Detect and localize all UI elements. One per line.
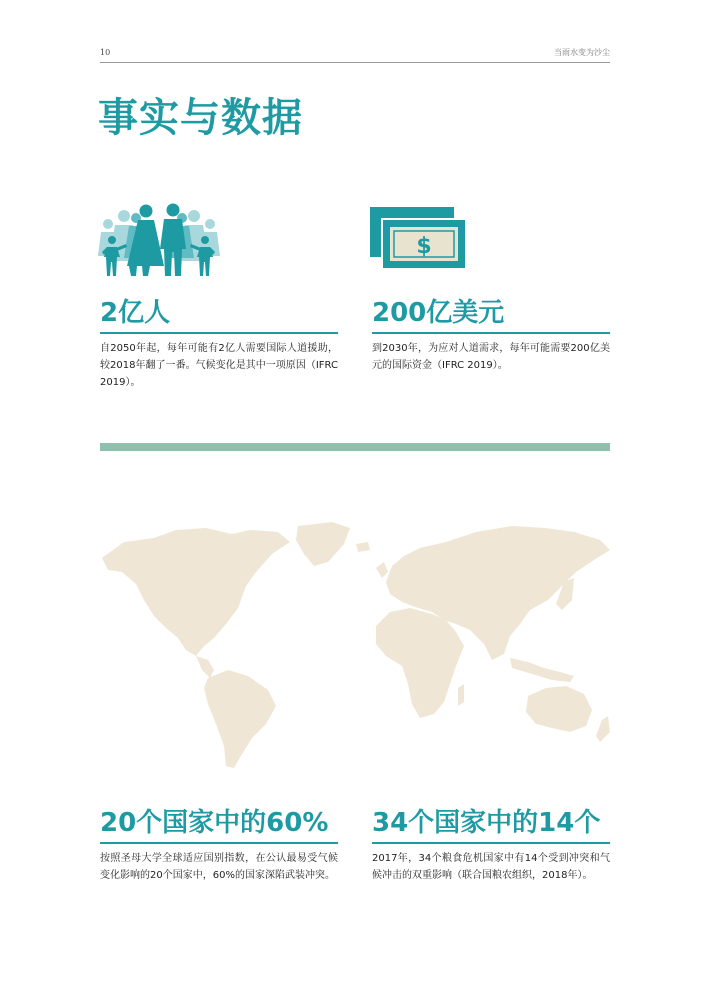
fact-description: 按照圣母大学全球适应国别指数，在公认最易受气候变化影响的20个国家中，60%的国家深陷武装冲突。 [100,853,338,881]
fact-figure: 2亿人 [100,296,338,334]
page-header [100,44,610,63]
fact-figure: 20个国家中的60% [100,806,338,844]
svg-text:$: $ [416,234,432,259]
dollar-bill-icon [370,207,466,269]
fact-food-crisis [372,806,610,884]
page-number: 10 [100,48,111,57]
people-group-icon [98,202,220,278]
page-title: 事实与数据 [98,95,303,141]
fact-people [100,296,338,391]
fact-conflict-countries [100,806,338,884]
section-divider [100,443,610,451]
world-map-icon [100,520,612,770]
fact-figure: 200亿美元 [372,296,610,334]
fact-description: 自2050年起，每年可能有2亿人需要国际人道援助，较2018年翻了一番。气候变化是其中一项原因（IFRC 2019）。 [100,343,338,388]
fact-description: 到2030年，为应对人道需求，每年可能需要200亿美元的国际资金（IFRC 2019）。 [372,343,610,371]
fact-funding [372,296,610,374]
fact-figure: 34个国家中的14个 [372,806,610,844]
running-title: 当雨水变为沙尘 [554,48,610,57]
fact-description: 2017年，34个粮食危机国家中有14个受到冲突和气候冲击的双重影响（联合国粮农组织，2018年）。 [372,853,610,881]
